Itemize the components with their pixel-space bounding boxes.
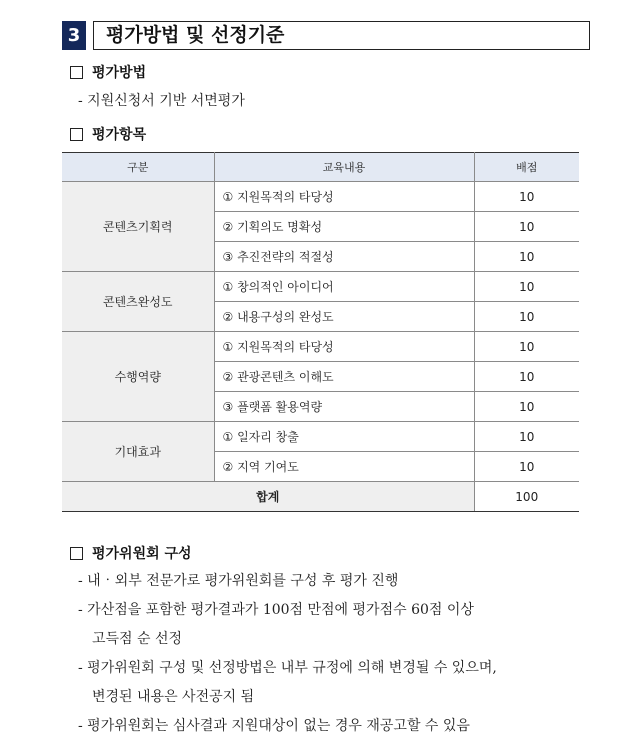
category-cell: 콘텐츠완성도: [62, 272, 214, 332]
committee-heading-text: 평가위원회 구성: [92, 546, 192, 562]
committee-heading: [70, 543, 192, 563]
method-heading-text: 평가방법: [92, 65, 147, 81]
table-row: [62, 182, 579, 212]
table-row: [62, 272, 579, 302]
item-cell: ③ 추진전략의 적절성: [214, 242, 474, 272]
items-heading: [70, 124, 146, 144]
evaluation-table: [62, 152, 579, 512]
section-header: [62, 21, 285, 50]
category-cell: 수행역량: [62, 332, 214, 422]
header-score: 배점: [474, 153, 579, 182]
category-cell: 콘텐츠기획력: [62, 182, 214, 272]
table-row: [62, 422, 579, 452]
section-title: 평가방법 및 선정기준: [93, 21, 590, 50]
item-cell: ① 창의적인 아이디어: [214, 272, 474, 302]
items-heading-text: 평가항목: [92, 127, 147, 143]
committee-bullet-cont: 변경된 내용은 사전공지 됨: [92, 689, 255, 705]
item-cell: ③ 플랫폼 활용역량: [214, 392, 474, 422]
table-header-row: [62, 153, 579, 182]
method-heading: [70, 62, 146, 82]
total-score: 100: [474, 482, 579, 512]
table-row: [62, 332, 579, 362]
checkbox-square-icon: [70, 547, 83, 560]
method-bullet: - 지원신청서 기반 서면평가: [78, 93, 245, 109]
item-cell: ② 지역 기여도: [214, 452, 474, 482]
committee-bullet: - 평가위원회 구성 및 선정방법은 내부 규정에 의해 변경될 수 있으며,: [78, 660, 497, 676]
category-cell: 기대효과: [62, 422, 214, 482]
item-cell: ① 일자리 창출: [214, 422, 474, 452]
committee-bullet: - 평가위원회는 심사결과 지원대상이 없는 경우 재공고할 수 있음: [78, 718, 470, 734]
item-cell: ② 관광콘텐츠 이해도: [214, 362, 474, 392]
score-cell: 10: [474, 182, 579, 212]
score-cell: 10: [474, 392, 579, 422]
header-content: 교육내용: [214, 153, 474, 182]
section-number: 3: [62, 21, 86, 50]
total-label: 합계: [62, 482, 474, 512]
score-cell: 10: [474, 362, 579, 392]
committee-bullet: - 가산점을 포함한 평가결과가 100점 만점에 평가점수 60점 이상: [78, 602, 474, 618]
score-cell: 10: [474, 422, 579, 452]
item-cell: ① 지원목적의 타당성: [214, 332, 474, 362]
score-cell: 10: [474, 242, 579, 272]
item-cell: ② 내용구성의 완성도: [214, 302, 474, 332]
score-cell: 10: [474, 452, 579, 482]
total-row: [62, 482, 579, 512]
committee-bullet-cont: 고득점 순 선정: [92, 631, 183, 647]
header-category: 구분: [62, 153, 214, 182]
score-cell: 10: [474, 302, 579, 332]
item-cell: ① 지원목적의 타당성: [214, 182, 474, 212]
committee-bullet: - 내‧외부 전문가로 평가위원회를 구성 후 평가 진행: [78, 573, 399, 589]
checkbox-square-icon: [70, 128, 83, 141]
score-cell: 10: [474, 272, 579, 302]
checkbox-square-icon: [70, 66, 83, 79]
score-cell: 10: [474, 212, 579, 242]
item-cell: ② 기획의도 명확성: [214, 212, 474, 242]
score-cell: 10: [474, 332, 579, 362]
